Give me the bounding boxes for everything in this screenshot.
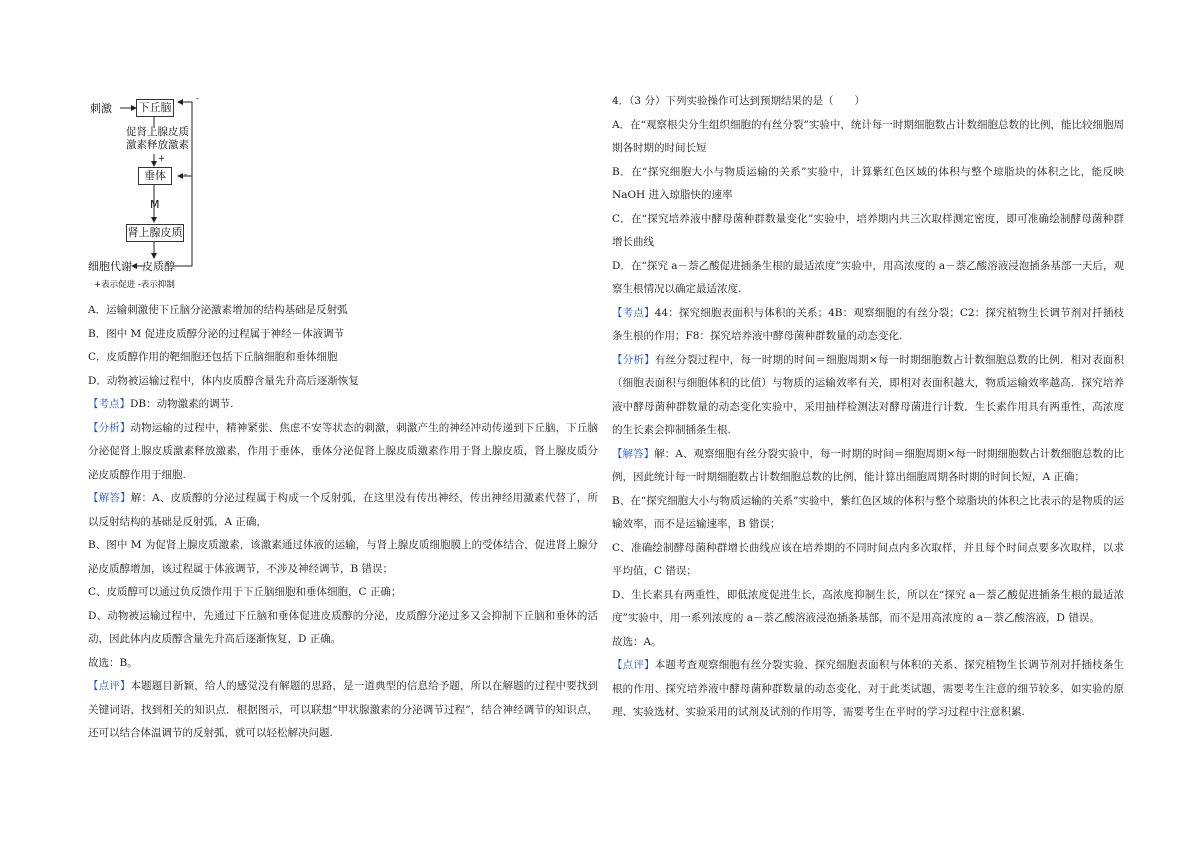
left-kaodian: [88, 393, 598, 417]
left-kaodian-text: DB：动物激素的调节.: [130, 398, 234, 410]
right-fenxi-tag: 【分析】: [612, 353, 655, 366]
right-jieda-a-text: 解：A、观察细胞有丝分裂实验中，每一时期的时间＝细胞周期×每一时期细胞数占计数细胞总数的比例，因此统计每一时期细胞数占计数细胞总数的比例，能计算出细胞周期各时期的时间长短，A 正确；: [612, 447, 1124, 483]
left-jieda-b: B、图中 M 为促肾上腺皮质激素，该激素通过体液的运输，与肾上腺皮质细胞膜上的受体结合，促进肾上腺分泌皮质醇增加，该过程属于体液调节，不涉及神经调节，B 错误；: [88, 539, 598, 575]
left-jieda-d: D、动物被运输过程中，先通过下丘脑和垂体促进皮质醇的分泌，皮质醇分泌过多又会抑制下丘脑和垂体的活动，因此体内皮质醇含量先升高后逐渐恢复，D 正确。: [88, 609, 598, 645]
right-question-4: 4．（3 分）下列实验操作可达到预期结果的是（ ）: [612, 95, 865, 107]
diagram-hypothalamus: 下丘脑: [136, 99, 174, 117]
left-fenxi-text: 动物运输的过程中，精神紧张、焦虑不安等状态的刺激，刺激产生的神经冲动传递到下丘脑，下丘脑分泌促肾上腺皮质激素释放激素，作用于垂体，垂体分泌促肾上腺皮质激素作用于肾上腺皮质，肾上腺皮质分泌皮质醇作用于细胞.: [88, 421, 599, 481]
left-column: [88, 299, 598, 746]
right-kaodian-text: 44：探究细胞表面积与体积的关系；4B：观察细胞的有丝分裂；C2：探究植物生长调节剂对扦插枝条生根的作用；F8：探究培养液中酵母菌种群数量的动态变化.: [612, 306, 1124, 342]
left-jieda-a-text: 解：A、皮质醇的分泌过程属于构成一个反射弧，在这里没有传出神经，传出神经用激素代替了，所以反射结构的基础是反射弧，A 正确，: [88, 492, 598, 528]
diagram-pituitary: 垂体: [138, 167, 172, 185]
diagram-minus-2: -: [184, 170, 188, 180]
left-fenxi: [88, 417, 598, 488]
right-option-c: C．在“探究培养液中酵母菌种群数量变化”实验中，培养期内共三次取样测定密度，即可准确绘制酵母菌种群增长曲线: [612, 212, 1124, 248]
right-fenxi-text: 有丝分裂过程中，每一时期的时间＝细胞周期×每一时期细胞数占计数细胞总数的比例．相对表面积（细胞表面积与细胞体积的比值）与物质的运输效率有关，即相对表面积越大，物质运输效率越高．探究培养液中酵母菌种群数量的动态变化实验中，采用抽样检测法对酵母菌进行计数．生长素作用具有两重性，高浓度的生长素会抑制插条生根.: [612, 353, 1125, 436]
right-kaodian: [612, 302, 1124, 349]
left-kaodian-tag: 【考点】: [88, 398, 130, 410]
right-column: [612, 90, 1124, 725]
diagram-adrenal: 肾上腺皮质: [126, 224, 184, 242]
left-option-a: A．运输刺激使下丘脑分泌激素增加的结构基础是反射弧: [88, 304, 348, 316]
left-jieda-a: [88, 487, 598, 534]
diagram-minus-1: -: [196, 94, 200, 104]
right-option-a: A．在“观察根尖分生组织细胞的有丝分裂”实验中，统计每一时期细胞数占计数细胞总数的比例，能比较细胞周期各时期的时间长短: [612, 118, 1124, 154]
right-jieda-a: [612, 443, 1124, 490]
diagram-crh-line2: 激素释放激素: [126, 139, 189, 151]
left-guxuan: 故选：B。: [88, 656, 138, 669]
left-fenxi-tag: 【分析】: [88, 421, 131, 434]
diagram-plus-1: +: [158, 154, 166, 164]
right-jieda-d: D、生长素具有两重性，即低浓度促进生长，高浓度抑制生长，所以在“探究 a－萘乙酸促进插条生根的最适浓度”实验中，用一系列浓度的 a－萘乙酸溶液浸泡插条基部，而不是用高浓度的 a－萘乙酸溶液，D 错误。: [612, 588, 1124, 624]
right-jieda-b: B、在“探究细胞大小与物质运输的关系”实验中，紫红色区域的体积与整个琼脂块的体积之比表示的是物质的运输效率，而不是运输速率，B 错误；: [612, 494, 1124, 530]
left-dianping-text: 本题题目新颖，给人的感觉没有解题的思路，是一道典型的信息给予题，所以在解题的过程中要找到关键词语，找到相关的知识点．根据图示，可以联想“甲状腺激素的分泌调节过程”，结合神经调节的知识点，还可以结合体温调节的反射弧，就可以轻松解决问题.: [88, 680, 599, 739]
left-option-c: C．皮质醇作用的靶细胞还包括下丘脑细胞和垂体细胞: [88, 351, 338, 363]
left-dianping-tag: 【点评】: [88, 680, 131, 692]
right-dianping: [612, 654, 1124, 725]
right-fenxi: [612, 349, 1124, 443]
diagram-cortisol: 皮质醇: [142, 260, 175, 273]
right-jieda-tag: 【解答】: [612, 447, 655, 460]
right-jieda-c: C、准确绘制酵母菌种群增长曲线应该在培养期的不同时间点内多次取样，并且每个时间点要多次取样，以求平均值，C 错误；: [612, 541, 1124, 577]
left-option-b: B．图中 M 促进皮质醇分泌的过程属于神经－体液调节: [88, 327, 345, 340]
right-option-d: D．在“探究 a－萘乙酸促进插条生根的最适浓度”实验中，用高浓度的 a－萘乙酸溶液浸泡插条基部一天后，观察生根情况以确定最适浓度.: [612, 259, 1124, 295]
right-kaodian-tag: 【考点】: [612, 306, 655, 319]
diagram-crh-line1: 促肾上腺皮质: [126, 126, 189, 138]
left-jieda-c: C、皮质醇可以通过负反馈作用于下丘脑细胞和垂体细胞，C 正确；: [88, 586, 402, 598]
right-dianping-text: 本题考查观察细胞有丝分裂实验、探究细胞表面积与体积的关系、探究植物生长调节剂对扦插枝条生根的作用、探究培养液中酵母菌种群数量的动态变化，对于此类试题，需要考生注意的细节较多，如实验的原理、实验选材、实验采用的试剂及试剂的作用等，需要考生在平时的学习过程中注意积累.: [612, 659, 1125, 718]
hormone-regulation-diagram: [88, 94, 218, 294]
diagram-stimulus: 刺激: [90, 102, 112, 115]
diagram-metabolism: 细胞代谢: [88, 260, 132, 273]
left-jieda-tag: 【解答】: [88, 492, 131, 504]
left-option-d: D．动物被运输过程中，体内皮质醇含量先升高后逐渐恢复: [88, 374, 359, 387]
diagram-m: M: [150, 198, 160, 211]
right-option-b: B．在“探究细胞大小与物质运输的关系”实验中，计算紫红色区域的体积与整个琼脂块的体积之比，能反映 NaOH 进入琼脂快的速率: [612, 165, 1124, 201]
diagram-legend: +表示促进 -表示抑制: [94, 280, 175, 290]
right-guxuan: 故选：A。: [612, 635, 662, 648]
right-dianping-tag: 【点评】: [612, 659, 655, 671]
left-dianping: [88, 675, 598, 746]
